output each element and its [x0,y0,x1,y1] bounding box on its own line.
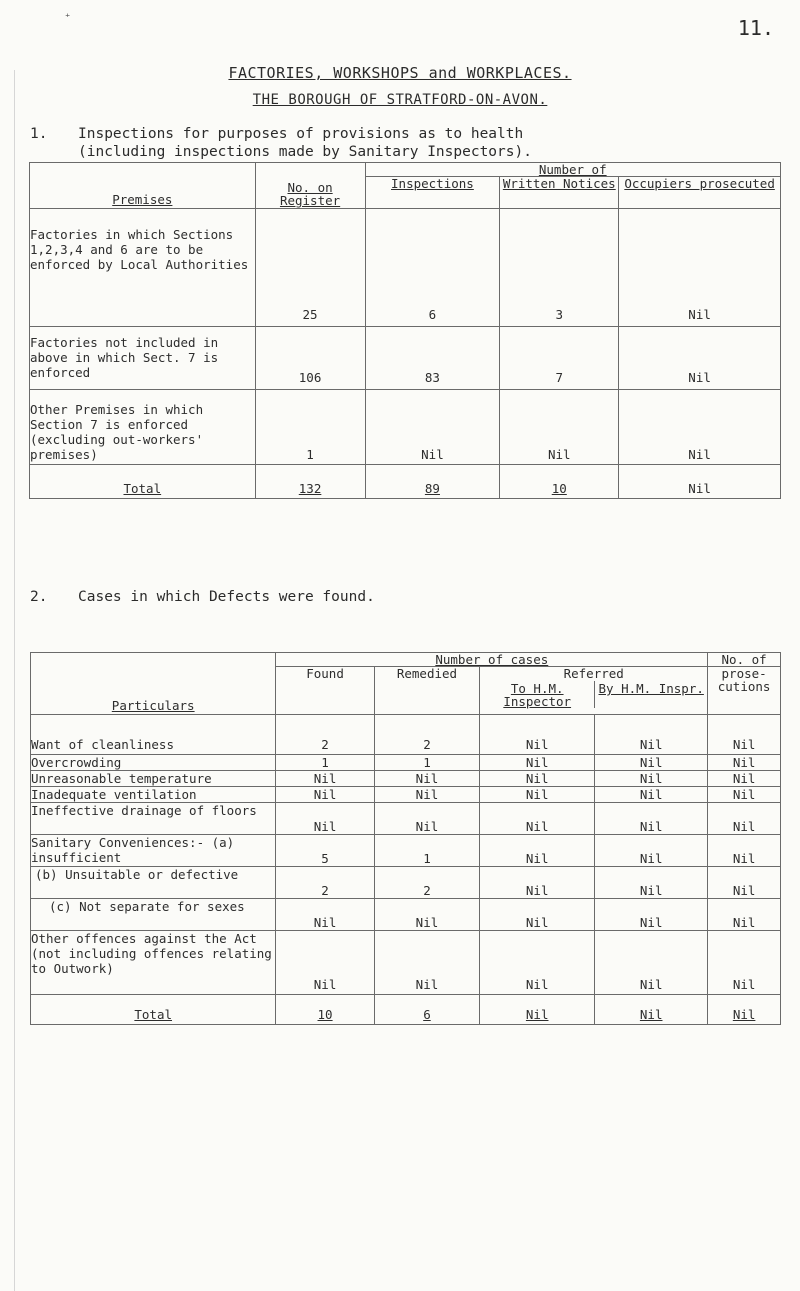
row-prosecutions: Nil [708,771,781,787]
total-label: Total [30,465,256,499]
inspections-header: Inspections [365,177,500,209]
row-label: Inadequate ventilation [31,787,276,803]
row-label: Other offences against the Act (not including offences relating to Outwork) [31,931,276,995]
table-row [31,899,781,931]
row-notices: Nil [500,390,619,465]
premises-header: Premises [30,163,256,209]
corner-mark: ⁺ [64,10,72,24]
total-by-hmi: Nil [595,995,708,1025]
defects-table [30,652,781,1025]
table-row [30,390,781,465]
row-inspections: 6 [365,209,500,327]
to-hmi-header: To H.M. Inspector [480,681,595,708]
row-found: 5 [276,835,374,867]
table-row [31,787,781,803]
row-remedied: 1 [374,755,479,771]
row-remedied: Nil [374,803,479,835]
row-prosecutions: Nil [708,931,781,995]
row-by-hmi: Nil [595,787,708,803]
row-remedied: Nil [374,771,479,787]
total-row [30,465,781,499]
row-prosecutions: Nil [708,787,781,803]
table-row [31,803,781,835]
number-of-cases-header: Number of cases [276,653,708,667]
row-notices: 3 [500,209,619,327]
number-of-header: Number of [365,163,781,177]
row-prosecutions: Nil [708,803,781,835]
document-subtitle: THE BOROUGH OF STRATFORD-ON-AVON. [252,92,548,108]
row-prosecutions: Nil [708,755,781,771]
row-prosecutions: Nil [708,899,781,931]
row-found: Nil [276,803,374,835]
referred-header: Referred To H.M. Inspector By H.M. Inspr. [480,667,708,715]
row-prosecutions: Nil [708,715,781,755]
row-prosecutions: Nil [708,835,781,867]
total-remedied: 6 [374,995,479,1025]
table-row [30,209,781,327]
section2-heading-text: Cases in which Defects were found. [78,589,375,605]
row-found: 1 [276,755,374,771]
row-by-hmi: Nil [595,835,708,867]
table-row [31,835,781,867]
table-row [31,755,781,771]
row-remedied: Nil [374,899,479,931]
row-by-hmi: Nil [595,771,708,787]
total-prosecutions: Nil [708,995,781,1025]
row-label: Sanitary Conveniences:- (a) insufficient [31,835,276,867]
total-notices: 10 [500,465,619,499]
total-to-hmi: Nil [480,995,595,1025]
row-inspections: Nil [365,390,500,465]
row-to-hmi: Nil [480,787,595,803]
table-row [31,771,781,787]
row-to-hmi: Nil [480,835,595,867]
document-title: FACTORIES, WORKSHOPS and WORKPLACES. [228,64,572,82]
section1-number: 1. [30,126,48,142]
row-by-hmi: Nil [595,867,708,899]
row-found: Nil [276,771,374,787]
row-by-hmi: Nil [595,931,708,995]
inspections-table [29,162,781,499]
row-found: 2 [276,867,374,899]
table-row [30,327,781,390]
found-header: Found [276,667,374,715]
table-row [31,867,781,899]
row-label: Overcrowding [31,755,276,771]
total-prosecuted: Nil [619,465,781,499]
page-number: 11. [737,16,774,40]
total-register: 132 [255,465,365,499]
section1-heading [30,125,790,165]
row-remedied: Nil [374,787,479,803]
section2-number: 2. [30,589,48,605]
section1-heading-line1: Inspections for purposes of provisions as to health [78,126,524,142]
table-row [31,715,781,755]
total-inspections: 89 [365,465,500,499]
row-found: 2 [276,715,374,755]
row-found: Nil [276,899,374,931]
remedied-header: Remedied [374,667,479,715]
row-remedied: Nil [374,931,479,995]
table-row [31,931,781,995]
particulars-header: Particulars [31,653,276,715]
row-label: Unreasonable temperature [31,771,276,787]
row-to-hmi: Nil [480,931,595,995]
row-to-hmi: Nil [480,899,595,931]
total-row [31,995,781,1025]
prosecutions-header: prose- cutions [708,667,781,715]
row-label: Factories not included in above in which Sect. 7 is enforced [30,327,256,390]
row-register: 106 [255,327,365,390]
row-prosecuted: Nil [619,209,781,327]
row-by-hmi: Nil [595,803,708,835]
row-label: Ineffective drainage of floors [31,803,276,835]
row-prosecutions: Nil [708,867,781,899]
row-remedied: 2 [374,867,479,899]
row-register: 1 [255,390,365,465]
notices-header: Written Notices [500,177,619,209]
row-label: Want of cleanliness [31,715,276,755]
row-by-hmi: Nil [595,715,708,755]
row-inspections: 83 [365,327,500,390]
row-found: Nil [276,787,374,803]
total-label: Total [31,995,276,1025]
section2-heading [30,588,790,608]
section1-heading-line2: (including inspections made by Sanitary Inspectors). [78,144,532,160]
row-to-hmi: Nil [480,803,595,835]
row-to-hmi: Nil [480,867,595,899]
register-header: No. on Register [255,163,365,209]
no-of-header: No. of [708,653,781,667]
row-remedied: 1 [374,835,479,867]
row-found: Nil [276,931,374,995]
row-to-hmi: Nil [480,755,595,771]
by-hmi-header: By H.M. Inspr. [598,681,704,696]
row-label: (b) Unsuitable or defective [31,867,276,899]
left-margin-rule [14,70,15,1291]
row-prosecuted: Nil [619,327,781,390]
row-notices: 7 [500,327,619,390]
row-label: Other Premises in which Section 7 is enforced (excluding out-workers' premises) [30,390,256,465]
row-to-hmi: Nil [480,771,595,787]
row-to-hmi: Nil [480,715,595,755]
row-label: Factories in which Sections 1,2,3,4 and 6 are to be enforced by Local Authorities [30,209,256,327]
row-remedied: 2 [374,715,479,755]
row-prosecuted: Nil [619,390,781,465]
row-by-hmi: Nil [595,755,708,771]
occupiers-header: Occupiers prosecuted [619,177,781,209]
row-by-hmi: Nil [595,899,708,931]
total-found: 10 [276,995,374,1025]
row-label: (c) Not separate for sexes [31,899,276,931]
row-register: 25 [255,209,365,327]
